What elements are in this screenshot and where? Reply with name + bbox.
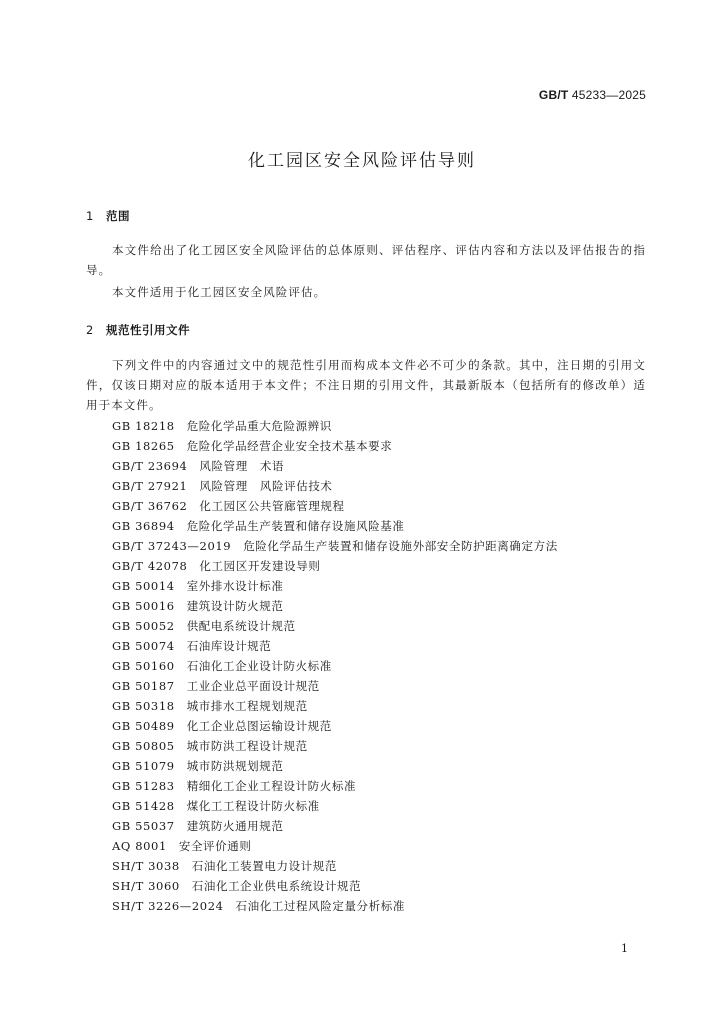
standard-code-number: 45233—2025	[568, 88, 646, 102]
reference-code: GB 51428	[112, 799, 175, 813]
reference-list	[112, 416, 558, 916]
reference-code: GB 50074	[112, 639, 175, 653]
reference-item	[112, 836, 558, 856]
reference-title: 石油化工装置电力设计规范	[191, 859, 337, 873]
reference-code: GB 50187	[112, 679, 175, 693]
reference-item	[112, 576, 558, 596]
section-1-paragraph-2: 本文件适用于化工园区安全风险评估。	[112, 285, 327, 299]
reference-code: GB 50016	[112, 599, 175, 613]
reference-item	[112, 716, 558, 736]
reference-item	[112, 496, 558, 516]
section-1-heading	[86, 208, 130, 224]
reference-title: 城市防洪规划规范	[186, 759, 284, 773]
reference-code: GB 50805	[112, 739, 175, 753]
section-2-title: 规范性引用文件	[106, 323, 190, 337]
reference-item	[112, 896, 558, 916]
reference-item	[112, 596, 558, 616]
reference-code: GB 18218	[112, 419, 175, 433]
reference-item	[112, 656, 558, 676]
reference-title: 风险管理 风险评估技术	[199, 479, 333, 493]
reference-title: 石油库设计规范	[186, 639, 272, 653]
reference-title: 风险管理 术语	[199, 459, 285, 473]
page-number: 1	[621, 942, 628, 955]
reference-code: GB 50318	[112, 699, 175, 713]
reference-code: GB 36894	[112, 519, 175, 533]
reference-code: GB 18265	[112, 439, 175, 453]
reference-item	[112, 856, 558, 876]
reference-code: GB/T 23694	[112, 459, 188, 473]
section-2-intro: 下列文件中的内容通过文中的规范性引用而构成本文件必不可少的条款。其中，注日期的引用文件，仅该日期对应的版本适用于本文件；不注日期的引用文件，其最新版本（包括所有的修改单）适用于本文件。	[86, 358, 646, 412]
reference-code: GB 51079	[112, 759, 175, 773]
reference-title: 化工园区开发建设导则	[199, 559, 321, 573]
reference-item	[112, 796, 558, 816]
reference-item	[112, 416, 558, 436]
reference-code: GB 50014	[112, 579, 175, 593]
reference-item	[112, 736, 558, 756]
reference-code: GB 50489	[112, 719, 175, 733]
document-title: 化工园区安全风险评估导则	[248, 151, 476, 171]
reference-item	[112, 436, 558, 456]
reference-code: GB/T 42078	[112, 559, 188, 573]
reference-item	[112, 776, 558, 796]
reference-item	[112, 636, 558, 656]
reference-title: 安全评价通则	[178, 839, 252, 853]
reference-item	[112, 676, 558, 696]
reference-code: GB/T 37243—2019	[112, 539, 232, 553]
reference-code: GB 50160	[112, 659, 175, 673]
reference-item	[112, 456, 558, 476]
reference-code: AQ 8001	[112, 839, 167, 853]
reference-code: SH/T 3060	[112, 879, 180, 893]
section-1-number: 1	[86, 209, 94, 223]
reference-item	[112, 516, 558, 536]
reference-item	[112, 616, 558, 636]
section-1-title: 范围	[106, 209, 130, 223]
reference-code: GB 51283	[112, 779, 175, 793]
reference-code: GB/T 27921	[112, 479, 188, 493]
reference-title: 化工园区公共管廊管理规程	[199, 499, 345, 513]
reference-item	[112, 876, 558, 896]
reference-title: 危险化学品生产装置和储存设施风险基准	[186, 519, 405, 533]
reference-code: SH/T 3038	[112, 859, 180, 873]
section-2-number: 2	[86, 323, 94, 337]
reference-title: 危险化学品生产装置和储存设施外部安全防护距离确定方法	[243, 539, 558, 553]
reference-item	[112, 556, 558, 576]
reference-item	[112, 476, 558, 496]
reference-code: SH/T 3226—2024	[112, 899, 224, 913]
reference-title: 城市防洪工程设计规范	[186, 739, 308, 753]
reference-code: GB 50052	[112, 619, 175, 633]
reference-title: 石油化工企业设计防火标准	[186, 659, 332, 673]
reference-title: 建筑设计防火规范	[186, 599, 284, 613]
reference-title: 室外排水设计标准	[186, 579, 284, 593]
reference-code: GB/T 36762	[112, 499, 188, 513]
reference-item	[112, 696, 558, 716]
reference-title: 煤化工工程设计防火标准	[186, 799, 320, 813]
section-2-heading	[86, 322, 190, 338]
reference-title: 建筑防火通用规范	[186, 819, 284, 833]
reference-title: 石油化工过程风险定量分析标准	[235, 899, 405, 913]
reference-item	[112, 536, 558, 556]
reference-title: 精细化工企业工程设计防火标准	[186, 779, 357, 793]
reference-title: 工业企业总平面设计规范	[186, 679, 320, 693]
reference-title: 危险化学品重大危险源辨识	[186, 419, 332, 433]
standard-code-prefix: GB/T	[538, 88, 569, 102]
reference-item	[112, 756, 558, 776]
reference-title: 化工企业总图运输设计规范	[186, 719, 332, 733]
reference-title: 石油化工企业供电系统设计规范	[191, 879, 362, 893]
section-1-paragraph-1: 本文件给出了化工园区安全风险评估的总体原则、评估程序、评估内容和方法以及评估报告的指导。	[86, 243, 646, 277]
reference-title: 城市排水工程规划规范	[186, 699, 308, 713]
reference-code: GB 55037	[112, 819, 175, 833]
standard-code	[539, 88, 646, 102]
reference-title: 危险化学品经营企业安全技术基本要求	[186, 439, 393, 453]
reference-item	[112, 816, 558, 836]
reference-title: 供配电系统设计规范	[186, 619, 296, 633]
